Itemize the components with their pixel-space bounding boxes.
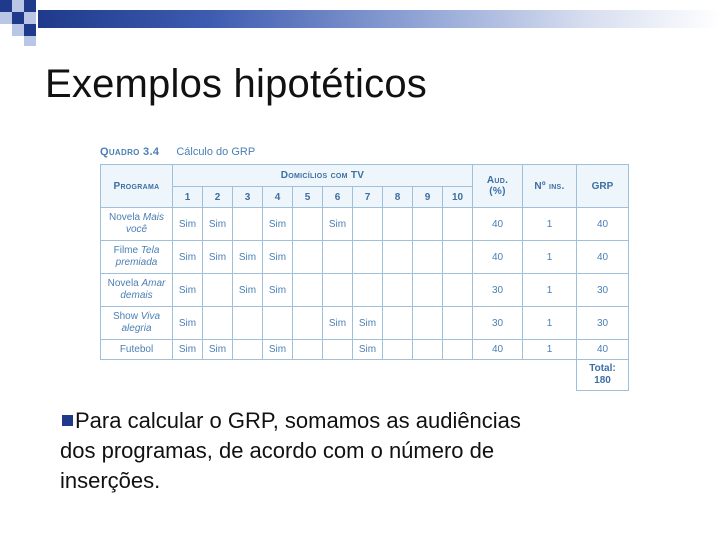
table-row [101, 208, 629, 241]
domicilio-cell [443, 307, 473, 340]
domicilio-cell [413, 208, 443, 241]
domicilio-cell [293, 208, 323, 241]
ins-cell: 1 [523, 241, 577, 274]
header-grp: GRP [577, 165, 629, 208]
program-name-cell [101, 307, 173, 340]
ins-cell: 1 [523, 340, 577, 360]
domicilio-cell: Sim [203, 340, 233, 360]
domicilio-cell: Sim [173, 241, 203, 274]
domicilio-cell [233, 307, 263, 340]
top-gradient-bar [38, 10, 720, 28]
table-body [101, 208, 629, 360]
aud-cell: 30 [473, 307, 523, 340]
domicilio-cell [323, 274, 353, 307]
domicilio-number-10: 10 [443, 187, 473, 208]
domicilio-cell [443, 208, 473, 241]
header-aud-label: Aud. [486, 175, 509, 186]
domicilio-cell: Sim [173, 208, 203, 241]
domicilio-cell: Sim [263, 340, 293, 360]
program-name-italic: Amar demais [120, 278, 166, 301]
domicilio-cell [233, 340, 263, 360]
domicilio-cell: Sim [173, 340, 203, 360]
aud-cell: 40 [473, 241, 523, 274]
program-name-cell [101, 241, 173, 274]
bullet-line-3: inserções. [60, 468, 161, 493]
domicilio-number-7: 7 [353, 187, 383, 208]
aud-cell: 40 [473, 208, 523, 241]
grp-cell: 30 [577, 307, 629, 340]
header-programa: Programa [101, 165, 173, 208]
domicilio-number-2: 2 [203, 187, 233, 208]
domicilio-cell: Sim [173, 307, 203, 340]
domicilio-cell [413, 307, 443, 340]
bullet-line-1: Para calcular o GRP, somamos as audiências [75, 408, 521, 433]
domicilio-cell [203, 307, 233, 340]
total-row [101, 360, 629, 391]
bullet-line-2: dos programas, de acordo com o número de [60, 438, 495, 463]
domicilio-number-8: 8 [383, 187, 413, 208]
grp-table-figure [100, 144, 630, 400]
ins-cell: 1 [523, 307, 577, 340]
ins-cell: 1 [523, 274, 577, 307]
domicilio-number-1: 1 [173, 187, 203, 208]
domicilio-number-5: 5 [293, 187, 323, 208]
total-label: Total: [589, 363, 616, 374]
domicilio-cell [293, 241, 323, 274]
domicilio-cell: Sim [353, 340, 383, 360]
caption-title: Cálculo do GRP [176, 146, 256, 158]
total-value: 180 [594, 375, 611, 386]
header-insercoes: Nº ins. [523, 165, 577, 208]
table-row [101, 241, 629, 274]
domicilio-number-3: 3 [233, 187, 263, 208]
table-row [101, 274, 629, 307]
program-name-cell [101, 340, 173, 360]
domicilio-number-6: 6 [323, 187, 353, 208]
domicilio-cell [353, 241, 383, 274]
domicilio-cell: Sim [263, 274, 293, 307]
grp-cell: 40 [577, 241, 629, 274]
domicilio-cell [263, 307, 293, 340]
bullet-square-icon [62, 415, 73, 426]
table-row [101, 340, 629, 360]
table-row [101, 307, 629, 340]
table-caption [100, 146, 255, 162]
domicilio-cell [383, 307, 413, 340]
domicilio-cell [413, 274, 443, 307]
domicilio-cell [383, 340, 413, 360]
domicilio-cell [293, 307, 323, 340]
program-name-cell [101, 208, 173, 241]
domicilio-cell [293, 340, 323, 360]
total-cell [577, 360, 629, 391]
domicilio-cell: Sim [173, 274, 203, 307]
domicilio-cell: Sim [203, 208, 233, 241]
ins-cell: 1 [523, 208, 577, 241]
domicilio-cell [443, 340, 473, 360]
domicilio-cell: Sim [323, 307, 353, 340]
slide-title: Exemplos hipotéticos [45, 62, 427, 106]
program-name-plain: Futebol [119, 343, 154, 355]
program-name-italic: Viva alegria [121, 311, 161, 334]
domicilio-cell [203, 274, 233, 307]
domicilio-cell [233, 208, 263, 241]
grp-cell: 40 [577, 208, 629, 241]
domicilio-cell: Sim [323, 208, 353, 241]
grp-table [100, 164, 629, 391]
domicilio-cell [353, 274, 383, 307]
domicilio-number-4: 4 [263, 187, 293, 208]
header-domicilios: Domicílios com TV [173, 165, 473, 187]
domicilio-cell: Sim [203, 241, 233, 274]
domicilio-cell [443, 241, 473, 274]
program-name-plain: Novela [107, 278, 142, 289]
bullet-text [62, 406, 702, 496]
domicilio-cell [353, 208, 383, 241]
program-name-plain: Novela [108, 212, 143, 223]
domicilio-cell [443, 274, 473, 307]
program-name-plain: Show [112, 311, 141, 322]
grp-cell: 40 [577, 340, 629, 360]
aud-cell: 30 [473, 274, 523, 307]
domicilio-cell: Sim [233, 241, 263, 274]
domicilio-cell [323, 241, 353, 274]
domicilio-cell [413, 340, 443, 360]
program-name-italic: Mais você [125, 212, 165, 235]
program-name-italic: Tela premiada [115, 245, 160, 268]
domicilio-cell: Sim [233, 274, 263, 307]
domicilio-number-9: 9 [413, 187, 443, 208]
domicilio-cell: Sim [353, 307, 383, 340]
domicilio-cell: Sim [263, 241, 293, 274]
aud-cell: 40 [473, 340, 523, 360]
program-name-cell [101, 274, 173, 307]
domicilio-cell: Sim [263, 208, 293, 241]
domicilio-cell [383, 208, 413, 241]
domicilio-cell [383, 274, 413, 307]
header-aud-unit: (%) [489, 186, 506, 197]
header-audiencia [473, 165, 523, 208]
caption-label: Quadro 3.4 [100, 146, 160, 158]
domicilio-cell [383, 241, 413, 274]
grp-cell: 30 [577, 274, 629, 307]
domicilio-cell [293, 274, 323, 307]
domicilio-cell [413, 241, 443, 274]
domicilio-cell [323, 340, 353, 360]
program-name-plain: Filme [113, 245, 141, 256]
